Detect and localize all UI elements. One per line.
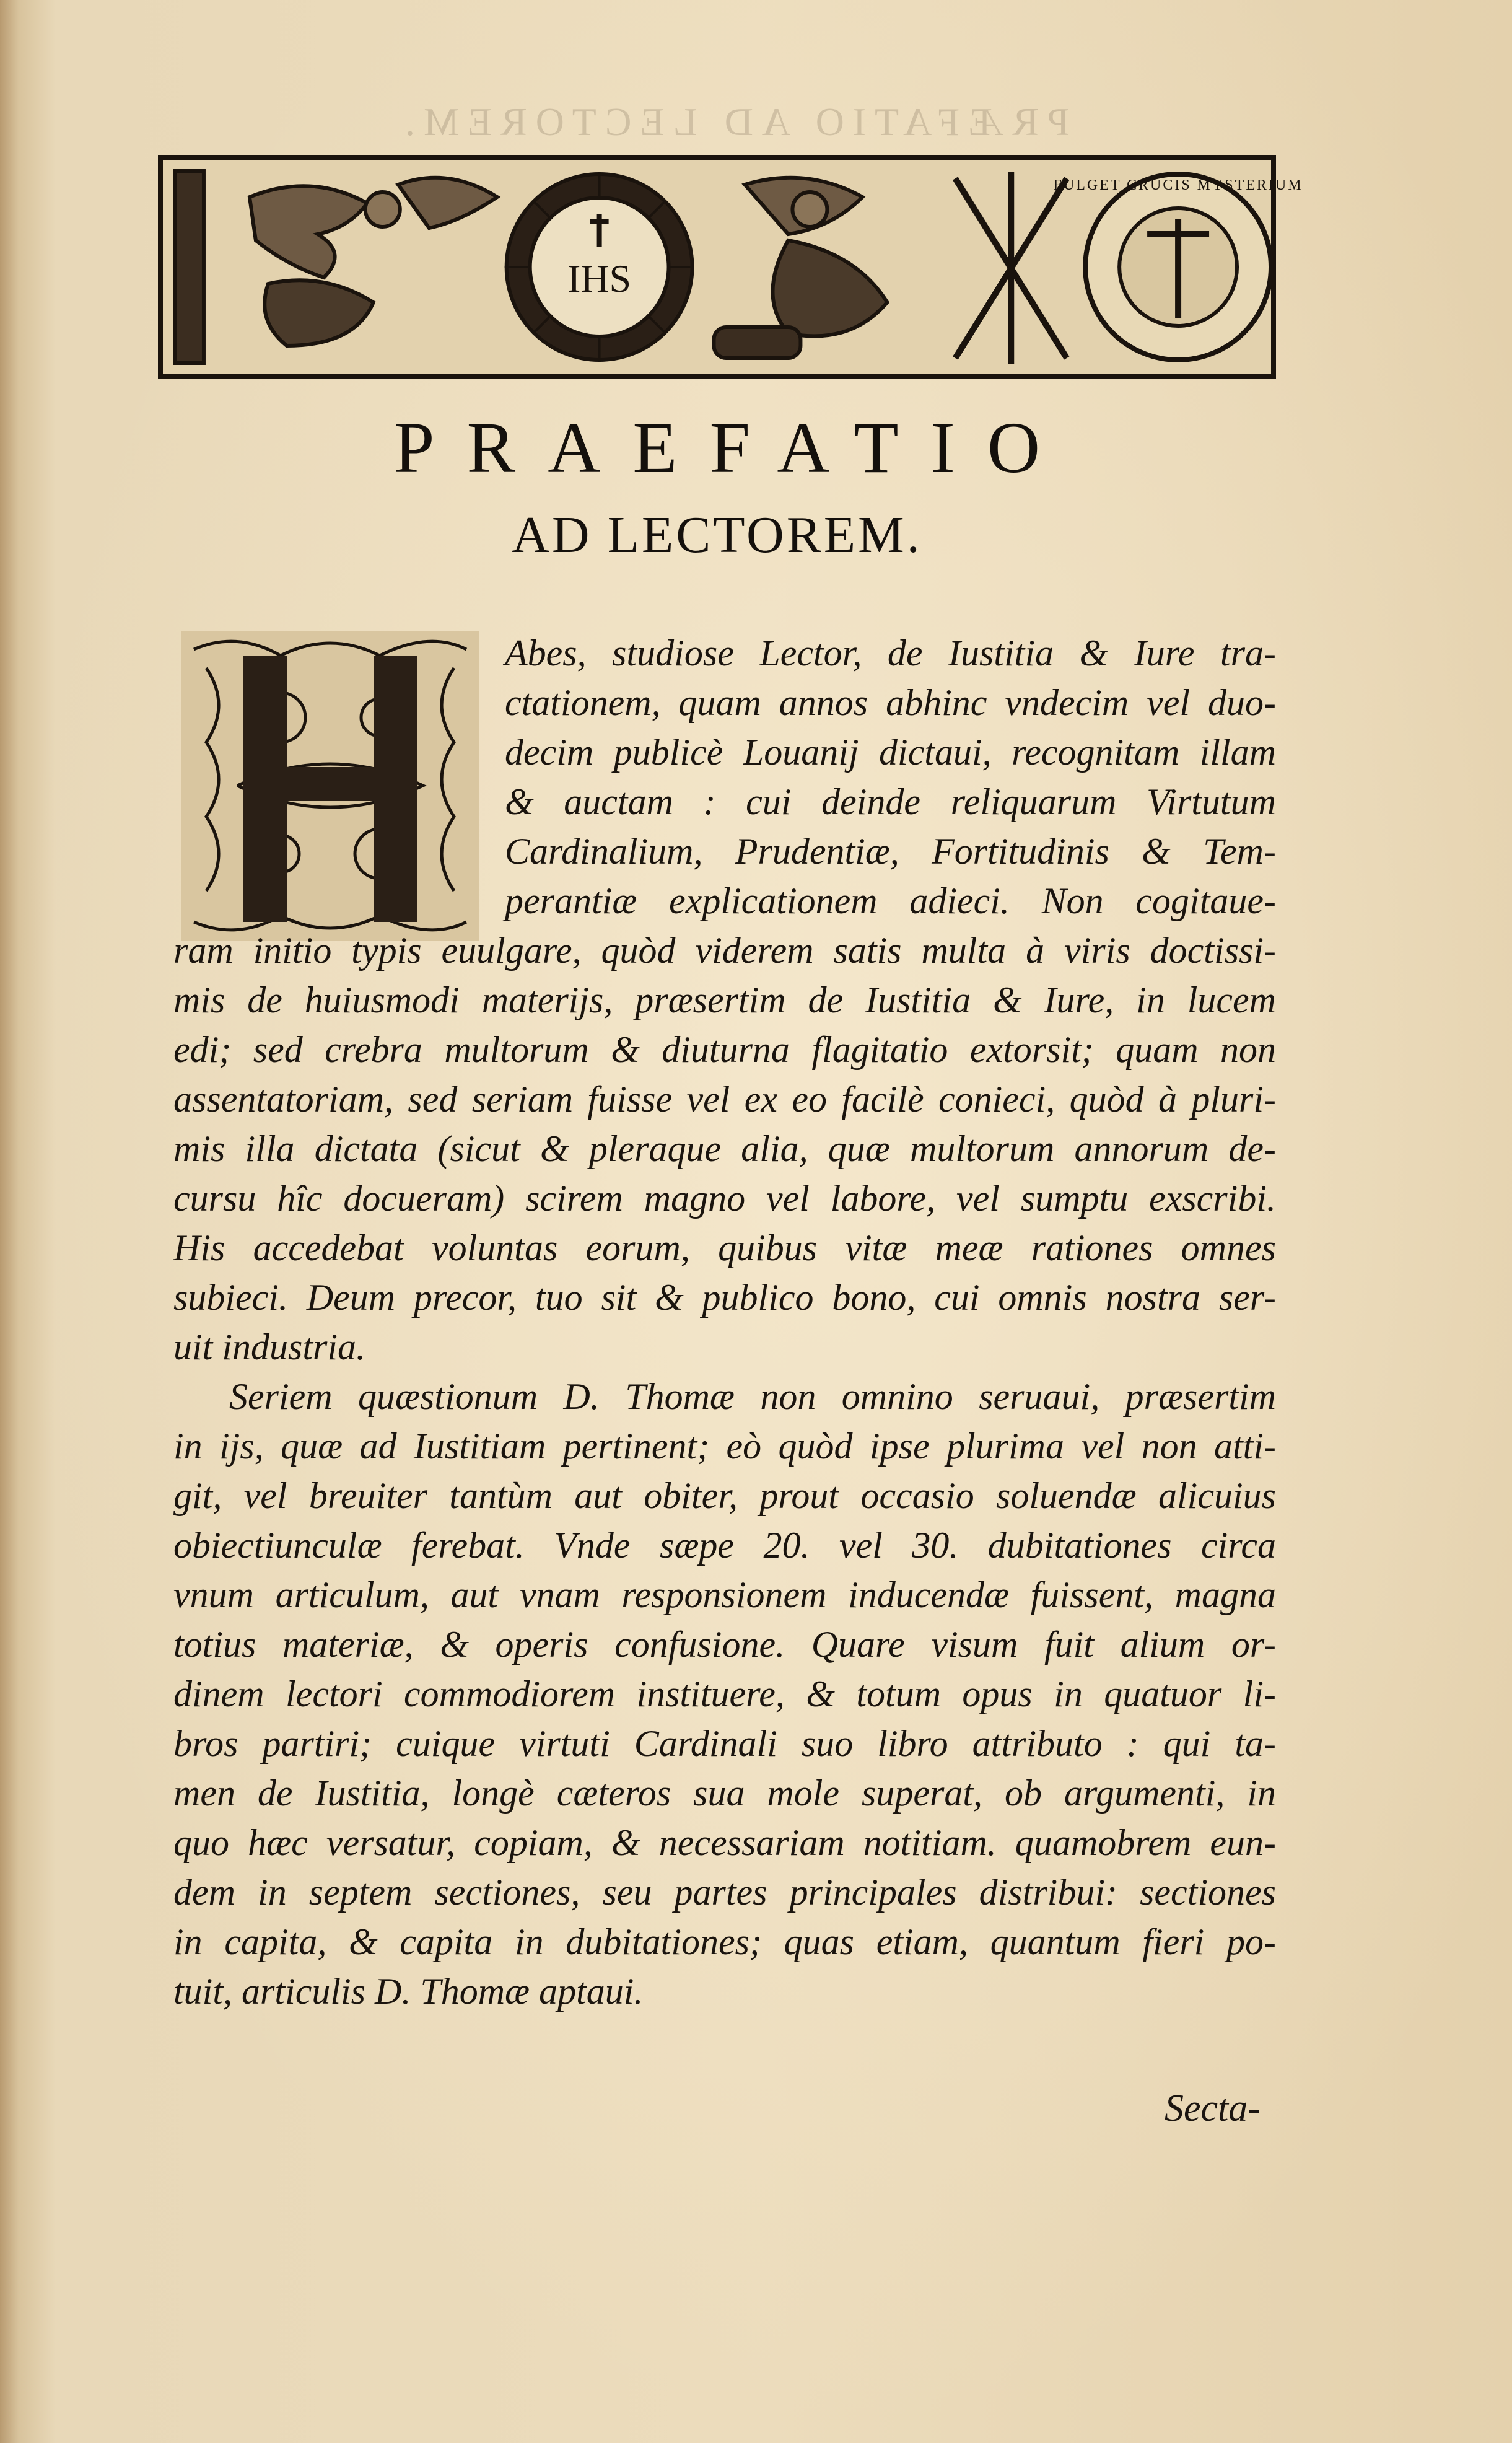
- text-line: git, vel breuiter tantùm aut obiter, prout occasio soluendæ alicuius: [173, 1475, 1276, 1516]
- catchword: Secta-: [1165, 2087, 1261, 2129]
- text-line: tuit, articulis D. Thomæ aptaui.: [173, 1971, 644, 2012]
- banner-monogram: IHS: [567, 256, 632, 301]
- text-line: Cardinalium, Prudentiæ, Fortitudinis & Tem-: [505, 831, 1276, 872]
- text-line: mis illa dictata (sicut & pleraque alia, quæ multorum annorum de-: [173, 1128, 1276, 1169]
- text-line: assentatoriam, sed seriam fuisse vel ex eo facilè conieci, quòd à pluri-: [173, 1079, 1276, 1120]
- text-line: cursu hîc docueram) scirem magno vel labore, vel sumptu exscribi.: [173, 1178, 1276, 1219]
- text-line: His accedebat voluntas eorum, quibus vitæ meæ rationes omnes: [173, 1227, 1276, 1268]
- decorated-initial-art: [181, 631, 479, 941]
- text-line: ram initio typis euulgare, quòd viderem satis multa à viris doctissi-: [173, 930, 1276, 971]
- headpiece-banner: [158, 155, 1303, 379]
- decorated-initial: [181, 631, 479, 941]
- text-line: subieci. Deum precor, tuo sit & publico bono, cui omnis nostra ser-: [173, 1277, 1276, 1318]
- text-line: vnum articulum, aut vnam responsionem inducendæ fuissent, magna: [173, 1574, 1276, 1615]
- headpiece-engraving: [163, 160, 1303, 374]
- text-line: in capita, & capita in dubitationes; quas etiam, quantum fieri po-: [173, 1921, 1276, 1962]
- text-line: quo hæc versatur, copiam, & necessariam notitiam. quamobrem eun-: [173, 1822, 1276, 1863]
- banner-seal-text: FULGET CRUCIS MYSTERIUM: [1053, 177, 1303, 194]
- text-line: & auctam : cui deinde reliquarum Virtutum: [505, 781, 1276, 822]
- page-subtitle: AD LECTOREM.: [512, 506, 922, 564]
- text-line: dem in septem sectiones, seu partes principales distribui: sectiones: [173, 1872, 1276, 1913]
- text-line: men de Iustitia, longè cæteros sua mole superat, ob argumenti, in: [173, 1773, 1276, 1814]
- text-line: perantiæ explicationem adieci. Non cogitaue-: [505, 880, 1276, 921]
- text-line: ctationem, quam annos abhinc vndecim vel duo-: [505, 682, 1276, 723]
- text-line: totius materiæ, & operis confusione. Quare visum fuit alium or-: [173, 1624, 1276, 1665]
- text-line: dinem lectori commodiorem instituere, & totum opus in quatuor li-: [173, 1673, 1276, 1714]
- text-line: edi; sed crebra multorum & diuturna flagitatio extorsit; quam non: [173, 1029, 1276, 1070]
- text-line: Seriem quæstionum D. Thomæ non omnino seruaui, præsertim: [229, 1376, 1276, 1417]
- text-line: mis de huiusmodi materijs, præsertim de Iustitia & Iure, in lucem: [173, 980, 1276, 1020]
- text-line: Abes, studiose Lector, de Iustitia & Iure tra-: [505, 633, 1276, 673]
- text-line: uit industria.: [173, 1327, 366, 1367]
- text-line: obiectiunculæ ferebat. Vnde sæpe 20. vel 30. dubitationes circa: [173, 1525, 1276, 1566]
- bleed-through-text: PRÆFATIO AD LECTOREM.: [396, 100, 1070, 144]
- text-line: decim publicè Louanij dictaui, recognitam illam: [505, 732, 1276, 773]
- text-line: in ijs, quæ ad Iustitiam pertinent; eò quòd ipse plurima vel non atti-: [173, 1426, 1276, 1467]
- page-title: PRAEFATIO: [393, 407, 1073, 488]
- text-line: bros partiri; cuique virtuti Cardinali suo libro attributo : qui ta-: [173, 1723, 1276, 1764]
